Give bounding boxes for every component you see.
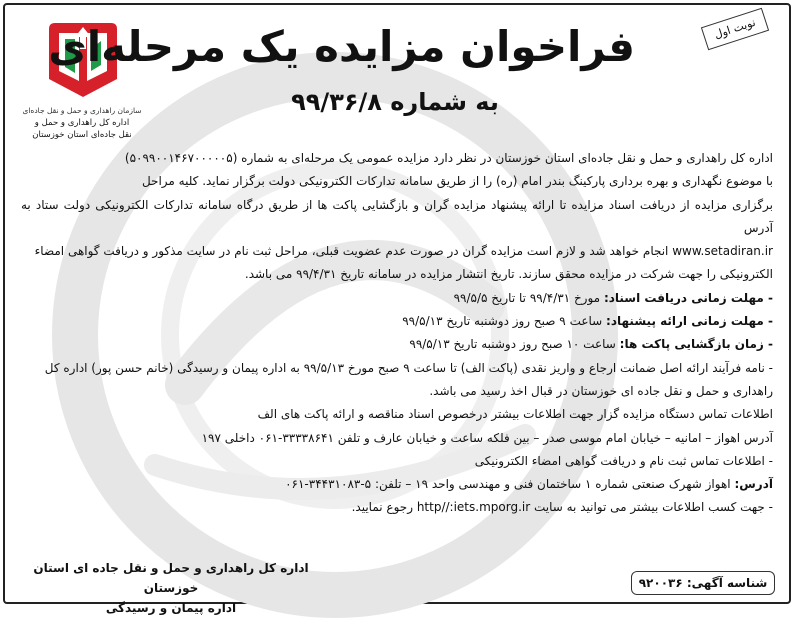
guarantee-line: راهداری و حمل و نقل جاده ای خوزستان در قبال اخذ رسید می باشد. — [429, 383, 773, 398]
doc-deadline-value: مورخ ۹۹/۴/۳۱ تا تاریخ ۹۹/۵/۵ — [453, 290, 601, 305]
logo-caption — [19, 105, 145, 141]
offer-deadline-value: ساعت ۹ صبح روز دوشنبه تاریخ ۹۹/۵/۱۳ — [402, 314, 603, 329]
address-label: آدرس: — [734, 477, 773, 492]
logo-caption-line-1: اداره کل راهداری و حمل و — [34, 118, 130, 128]
address-value: اهواز شهرک صنعتی شماره ۱ ساختمان فنی و مهندسی واحد ۱۹ – تلفن: ۵-۳۴۴۳۱۰۸۳-۰۶۱ — [285, 477, 731, 492]
intro-line: برگزاری مزایده از دریافت اسناد مزایده تا ارائه پیشنهاد مزایده گران و بازگشایی پاکت ها از طریق درگاه سامانه تدارکات الکترونیکی دولت ستاد به آدرس — [21, 197, 773, 235]
address-row — [21, 473, 773, 496]
opening-label: - زمان بازگشایی پاکت ها: — [619, 337, 773, 352]
doc-deadline-row — [21, 287, 773, 310]
footer-org-line-1: اداره کل راهداری و حمل و نقل جاده ای استان خوزستان — [33, 561, 309, 595]
logo-org-script: سازمان راهداری و حمل و نقل جاده‌ای — [22, 106, 142, 115]
intro-line: الکترونیکی را جهت شرکت در مزایده محقق سازند. تاریخ انتشار مزایده در سامانه تاریخ ۹۹/۴/۳۱ می باشد. — [244, 267, 773, 282]
footer-org-line-2: اداره پیمان و رسیدگی — [105, 601, 237, 615]
opening-row — [21, 333, 773, 356]
guarantee-line: - نامه فرآیند ارائه اصل ضمانت ارجاع و واریز نقدی (پاکت الف) تا ساعت ۹ صبح مورخ ۹۹/۵/۱۳ به اداره پیمان و رسیدگی (خانم حسن پور) اداره کل — [44, 360, 773, 375]
more-info-link-line[interactable]: - جهت کسب اطلاعات بیشتر می توانید به سایت http//:iets.mporg.ir رجوع نمایید. — [351, 500, 773, 515]
intro-line: اداره کل راهداری و حمل و نقل جاده‌ای استان خوزستان در نظر دارد مزایده عمومی یک مرحله‌ای به شماره (۵۰۹۹۰۰۱۴۶۷۰۰۰۰۰۵) — [124, 151, 773, 165]
intro-line: www.setadiran.ir انجام خواهد شد و لازم است مزایده گران در صورت عدم عضویت قبلی، مراحل ثبت نام در سایت مذکور و دریافت گواهی امضاء — [34, 244, 773, 259]
footer-organization — [21, 558, 321, 618]
doc-deadline-label: - مهلت زمانی دریافت اسناد: — [603, 290, 773, 305]
contact-intro: اطلاعات تماس دستگاه مزایده گزار جهت اطلاعات بیشتر درخصوص اسناد مناقصه و ارائه پاکت های الف — [257, 407, 773, 422]
notice-title: فراخوان مزایده یک مرحله‌ای — [48, 22, 635, 71]
notice-number: به شماره ۹۹/۳۶/۸ — [291, 88, 499, 116]
intro-line: با موضوع نگهداری و بهره برداری پارکینگ بندر امام (ره) را از طریق سامانه تدارکات الکترونیکی دولت برگزار نماید. کلیه مراحل — [141, 174, 773, 189]
contact-registration: - اطلاعات تماس ثبت نام و دریافت گواهی امضاء الکترونیکی — [474, 453, 773, 468]
contact-address: آدرس اهواز – امانیه – خیابان امام موسی صدر – بین فلکه ساعت و خیابان عارف و تلفن ۳۳۳۳۸۶۴۱-۰۶۱ داخلی ۱۹۷ — [201, 430, 773, 445]
notice-body — [21, 147, 773, 520]
opening-value: ساعت ۱۰ صبح روز دوشنبه تاریخ ۹۹/۵/۱۳ — [409, 337, 616, 352]
logo-caption-line-2: نقل جاده‌ای استان خوزستان — [32, 130, 132, 140]
notice-frame — [3, 3, 791, 615]
first-round-badge: نوبت اول — [701, 8, 769, 51]
offer-deadline-label: - مهلت زمانی ارائه پیشنهاد: — [606, 314, 773, 329]
ad-id-box: شناسه آگهی: ۹۲۰۰۳۶ — [631, 571, 775, 595]
offer-deadline-row — [21, 310, 773, 333]
